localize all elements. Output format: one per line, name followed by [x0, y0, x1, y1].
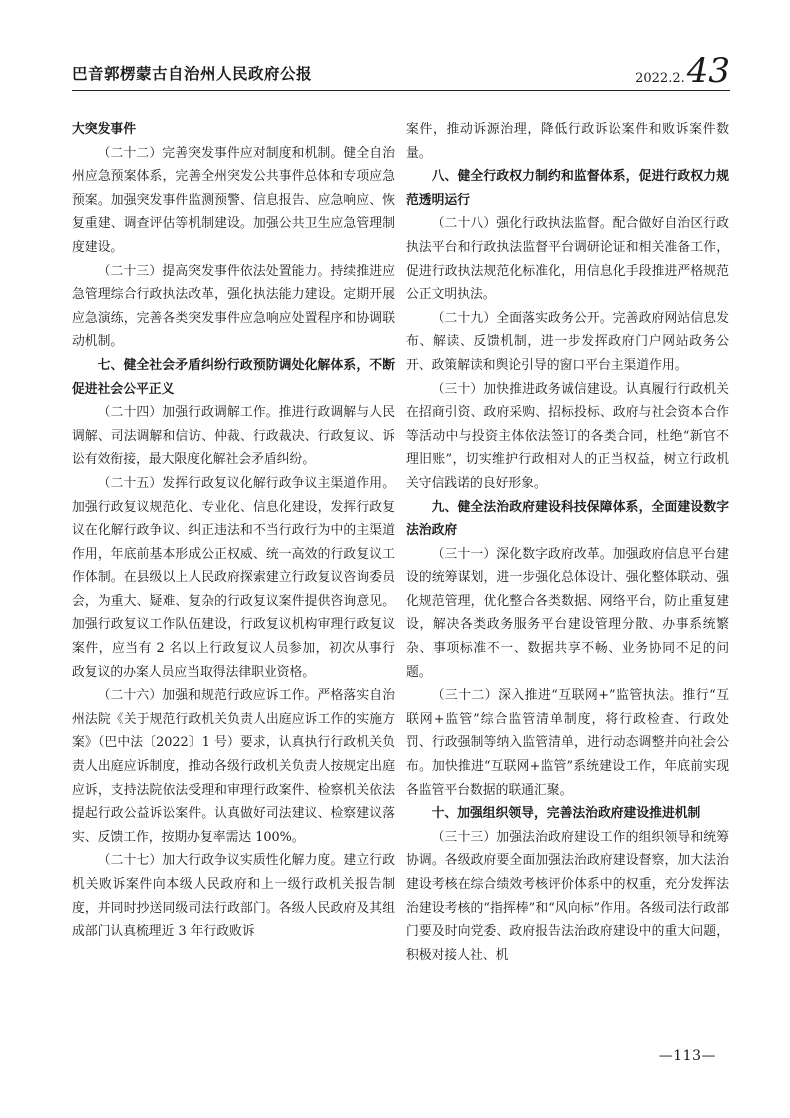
- right-column: [406, 118, 729, 967]
- publication-title: 巴音郭楞蒙古自治州人民政府公报: [72, 65, 313, 83]
- paragraph: （三十二）深入推进“互联网+”监管执法。推行“互联网+监管”综合监管清单制度，将行政检查、行政处罚、行政强制等纳入监管清单，进行动态调整并向社会公布。加快推进“互联网+监管”系统建设工作，年底前实现各监管平台数据的联通汇聚。: [406, 688, 729, 798]
- section-heading: 七、健全社会矛盾纠纷行政预防调处化解体系，不断促进社会公平正义: [72, 357, 395, 397]
- section-heading: 十、加强组织领导，完善法治政府建设推进机制: [431, 806, 701, 822]
- header-rule: [72, 90, 730, 91]
- paragraph: （二十五）发挥行政复议化解行政争议主渠道作用。加强行政复议规范化、专业化、信息化建设，发挥行政复议在化解行政争议、纠正违法和不当行政行为中的主渠道作用，年底前基本形成公正权威、统一高效的行政复议工作体制。在县级以上人民政府探索建立行政复议咨询委员会，为重大、疑难、复杂的行政复议案件提供咨询意见。加强行政复议工作队伍建设，行政复议机构审理行政复议案件，应当有 2 名以上行政复议人员参加，初次从事行政复议的办案人员应当取得法律职业资格。: [72, 475, 395, 680]
- section-heading: 九、健全法治政府建设科技保障体系，全面建设数字法治政府: [406, 499, 729, 539]
- paragraph: （三十）加快推进政务诚信建设。认真履行行政机关在招商引资、政府采购、招标投标、政府与社会资本合作等活动中与投资主体依法签订的各类合同，杜绝“新官不理旧账”，切实维护行政相对人的正当权益，树立行政机关守信践诺的良好形象。: [406, 381, 729, 491]
- paragraph: （三十一）深化数字政府改革。加强政府信息平台建设的统筹谋划，进一步强化总体设计、强化整体联动、强化规范管理，优化整合各类数据、网络平台，防止重复建设，解决各类政务服务平台建设管理分散、办事系统繁杂、事项标准不一、数据共享不畅、业务协同不足的问题。: [406, 546, 729, 680]
- issue-number: 43: [686, 51, 730, 91]
- paragraph: （二十六）加强和规范行政应诉工作。严格落实自治州法院《关于规范行政机关负责人出庭应诉工作的实施方案》（巴中法〔2022〕1 号）要求，认真执行行政机关负责人出庭应诉制度，推动各级行政机关负责人按规定出庭应诉，支持法院依法受理和审理行政案件、检察机关依法提起行政公益诉讼案件。认真做好司法建议、检察建议落实、反馈工作，按期办复率需达 100%。: [72, 688, 395, 845]
- issue-info: [635, 51, 730, 91]
- paragraph: 案件，推动诉源治理，降低行政诉讼案件和败诉案件数量。: [406, 122, 729, 161]
- paragraph: （二十七）加大行政争议实质性化解力度。建立行政机关败诉案件向本级人民政府和上一级行政机关报告制度，并同时抄送同级司法行政部门。各级人民政府及其组成部门认真梳理近 3 年行政败诉: [72, 853, 395, 940]
- issue-date: 2022.2.: [635, 71, 685, 86]
- paragraph: （二十三）提高突发事件依法处置能力。持续推进应急管理综合行政执法改革，强化执法能力建设。定期开展应急演练，完善各类突发事件应急响应处置程序和协调联动机制。: [72, 263, 395, 350]
- page-header: [72, 50, 730, 91]
- paragraph: （二十二）完善突发事件应对制度和机制。健全自治州应急预案体系，完善全州突发公共事件总体和专项应急预案。加强突发事件监测预警、信息报告、应急响应、恢复重建、调查评估等机制建设。加强公共卫生应急管理制度建设。: [72, 145, 395, 255]
- left-column: [72, 118, 395, 944]
- section-heading: 八、健全行政权力制约和监督体系，促进行政权力规范透明运行: [406, 169, 729, 208]
- paragraph: （二十八）强化行政执法监督。配合做好自治区行政执法平台和行政执法监督平台调研论证和相关准备工作，促进行政执法规范化标准化，用信息化手段推进严格规范公正文明执法。: [406, 216, 729, 303]
- paragraph: （二十四）加强行政调解工作。推进行政调解与人民调解、司法调解和信访、仲裁、行政裁决、行政复议、诉讼有效衔接，最大限度化解社会矛盾纠纷。: [72, 405, 395, 468]
- section-heading: 大突发事件: [72, 122, 136, 137]
- page-number: —113—: [658, 1048, 716, 1064]
- paragraph: （三十三）加强法治政府建设工作的组织领导和统筹协调。各级政府要全面加强法治政府建设督察，加大法治建设考核在综合绩效考核评价体系中的权重，充分发挥法治建设考核的“指挥棒”和“风向标”作用。各级司法行政部门要及时向党委、政府报告法治政府建设中的重大问题，积极对接人社、机: [406, 829, 729, 963]
- paragraph: （二十九）全面落实政务公开。完善政府网站信息发布、解读、反馈机制，进一步发挥政府门户网站政务公开、政策解读和舆论引导的窗口平台主渠道作用。: [406, 310, 729, 373]
